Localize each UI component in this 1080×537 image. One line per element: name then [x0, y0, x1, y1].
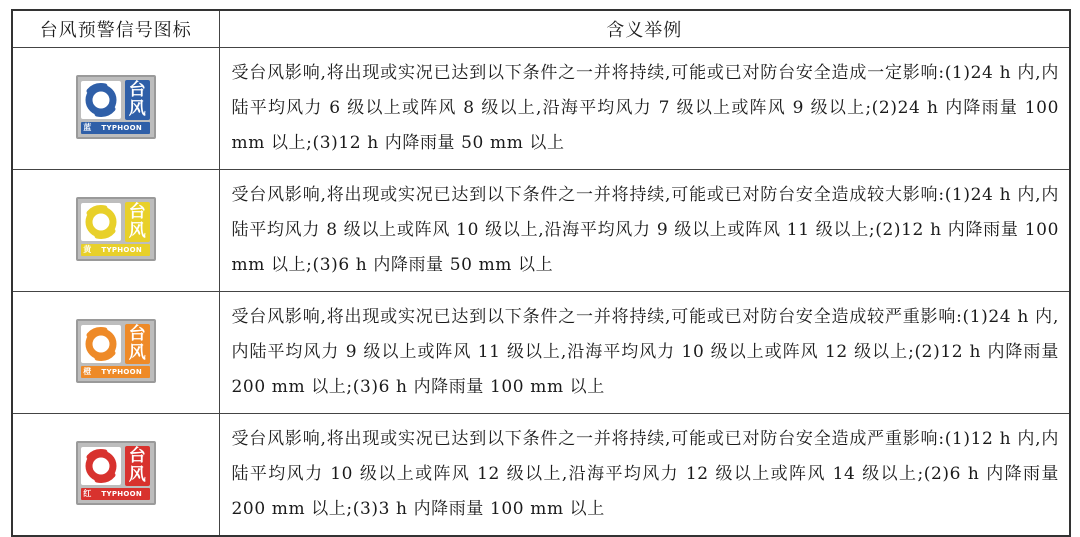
typhoon-warning-signal-icon — [76, 441, 156, 505]
signal-icon-cell — [12, 414, 219, 537]
swirl-panel — [81, 447, 121, 485]
signal-level-text: 黄 — [83, 245, 92, 254]
signal-char-feng: 风 — [128, 464, 146, 485]
signal-level-text: 橙 — [83, 367, 92, 376]
typhoon-swirl-icon — [81, 447, 121, 485]
meaning-text-cell: 受台风影响,将出现或实况已达到以下条件之一并将持续,可能或已对防台安全造成较大影响:(1)24 h 内,内陆平均风力 8 级以上或阵风 10 级以上,沿海平均风力 9 级以上或阵风 11 级以上;(2)12 h 内降雨量 100 mm 以上;(3)6 h 内降雨量 50 mm 以上 — [219, 170, 1070, 292]
typhoon-swirl-icon — [81, 325, 121, 363]
table-row — [12, 414, 1070, 537]
typhoon-warning-signal-icon — [76, 319, 156, 383]
signal-characters — [125, 446, 150, 486]
header-signal-icon: 台风预警信号图标 — [12, 10, 219, 48]
table-row — [12, 170, 1070, 292]
signal-characters — [125, 202, 150, 242]
signal-icon-cell — [12, 292, 219, 414]
signal-typhoon-label: TYPHOON — [101, 123, 143, 132]
signal-char-feng: 风 — [128, 220, 146, 241]
signal-characters — [125, 324, 150, 364]
typhoon-warning-signal-icon — [76, 75, 156, 139]
typhoon-warning-signal-icon — [76, 197, 156, 261]
table-row — [12, 292, 1070, 414]
signal-label-strip — [81, 244, 150, 256]
signal-char-tai: 台 — [128, 323, 146, 344]
signal-level-text: 红 — [83, 489, 92, 498]
signal-icon-cell — [12, 48, 219, 170]
meaning-text-cell: 受台风影响,将出现或实况已达到以下条件之一并将持续,可能或已对防台安全造成严重影响:(1)12 h 内,内陆平均风力 10 级以上或阵风 12 级以上,沿海平均风力 12 级以上或阵风 14 级以上;(2)6 h 内降雨量 200 mm 以上;(3)3 h 内降雨量 100 mm 以上 — [219, 414, 1070, 537]
signal-char-feng: 风 — [128, 342, 146, 363]
signal-label-strip — [81, 366, 150, 378]
signal-label-strip — [81, 488, 150, 500]
swirl-panel — [81, 325, 121, 363]
meaning-text-cell: 受台风影响,将出现或实况已达到以下条件之一并将持续,可能或已对防台安全造成较严重影响:(1)24 h 内,内陆平均风力 9 级以上或阵风 11 级以上,沿海平均风力 10 级以上或阵风 12 级以上;(2)12 h 内降雨量 200 mm 以上;(3)6 h 内降雨量 100 mm 以上 — [219, 292, 1070, 414]
signal-icon-cell — [12, 170, 219, 292]
signal-label-strip — [81, 122, 150, 134]
signal-char-tai: 台 — [128, 201, 146, 222]
typhoon-signal-table-wrapper — [11, 9, 1069, 537]
table-row — [12, 48, 1070, 170]
table-header-row — [12, 10, 1070, 48]
signal-char-tai: 台 — [128, 79, 146, 100]
typhoon-swirl-icon — [81, 81, 121, 119]
signal-char-tai: 台 — [128, 445, 146, 466]
meaning-text-cell: 受台风影响,将出现或实况已达到以下条件之一并将持续,可能或已对防台安全造成一定影响:(1)24 h 内,内陆平均风力 6 级以上或阵风 8 级以上,沿海平均风力 7 级以上或阵风 9 级以上;(2)24 h 内降雨量 100 mm 以上;(3)12 h 内降雨量 50 mm 以上 — [219, 48, 1070, 170]
swirl-panel — [81, 203, 121, 241]
header-meaning-example: 含义举例 — [219, 10, 1070, 48]
signal-typhoon-label: TYPHOON — [101, 245, 143, 254]
signal-characters — [125, 80, 150, 120]
signal-char-feng: 风 — [128, 98, 146, 119]
swirl-panel — [81, 81, 121, 119]
signal-typhoon-label: TYPHOON — [101, 489, 143, 498]
signal-level-text: 蓝 — [83, 123, 92, 132]
typhoon-swirl-icon — [81, 203, 121, 241]
typhoon-signal-table — [11, 9, 1071, 537]
signal-typhoon-label: TYPHOON — [101, 367, 143, 376]
